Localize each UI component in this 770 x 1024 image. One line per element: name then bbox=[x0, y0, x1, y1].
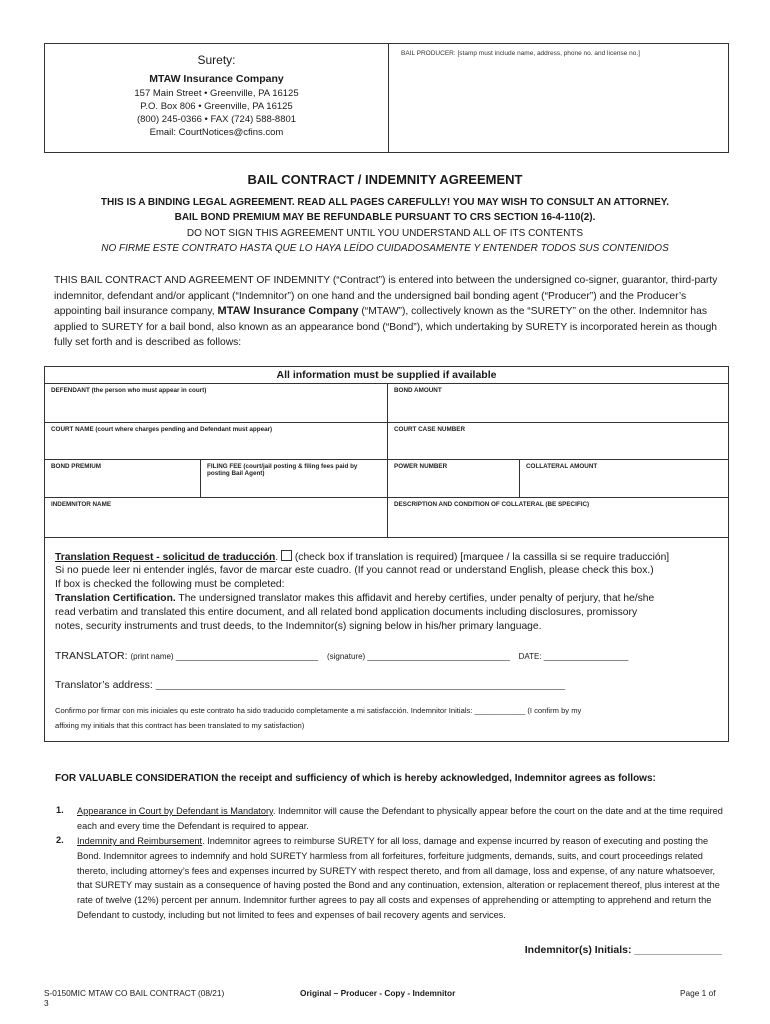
document-title: BAIL CONTRACT / INDEMNITY AGREEMENT bbox=[247, 172, 523, 187]
translation-cert-title: Translation Certification. bbox=[55, 593, 176, 604]
court-case-number-field[interactable] bbox=[388, 423, 728, 460]
surety-label: Surety: bbox=[197, 53, 236, 67]
form-id: S-0150MIC MTAW CO BAIL CONTRACT (08/21) bbox=[44, 988, 225, 998]
clause-title: Appearance in Court by Defendant is Mandatory bbox=[77, 806, 273, 816]
spanish-notice: NO FIRME ESTE CONTRATO HASTA QUE LO HAYA LEÍDO CUIDADOSAMENTE Y ENTENDER TODOS SUS CONTENIDOS bbox=[101, 243, 669, 254]
translation-request-text: (check box if translation is required) [marquee / la cassilla si se require traducción] bbox=[292, 552, 670, 563]
translator-address-line bbox=[55, 678, 565, 693]
clause-title: Indemnity and Reimbursement bbox=[77, 836, 203, 846]
clause-number: 1. bbox=[56, 805, 64, 815]
translator-line bbox=[55, 649, 628, 664]
surety-address-line: P.O. Box 806 • Greenville, PA 16125 bbox=[140, 101, 293, 112]
translator-label: TRANSLATOR: bbox=[55, 650, 128, 662]
defendant-label: DEFENDANT (the person who must appear in court) bbox=[51, 387, 207, 394]
collateral-amount-label: COLLATERAL AMOUNT bbox=[526, 463, 598, 470]
collateral-amount-field[interactable] bbox=[520, 460, 728, 498]
bond-info-table bbox=[44, 366, 729, 538]
surety-info bbox=[45, 44, 389, 152]
translation-cert-text-1: The undersigned translator makes this affidavit and hereby certifies, under penalty of perjury, that he/she bbox=[175, 593, 655, 604]
translation-request-title: Translation Request - solicitud de traducción bbox=[55, 552, 276, 563]
filing-fee-label: FILING FEE (court/jail posting & filing fees paid by posting Bail Agent) bbox=[207, 463, 358, 477]
court-name-field[interactable] bbox=[45, 423, 388, 460]
translator-date-field[interactable]: DATE: ___________________ bbox=[518, 652, 629, 661]
translation-condition-line: If box is checked the following must be completed: bbox=[55, 579, 285, 590]
table-heading: All information must be supplied if available bbox=[45, 367, 728, 384]
form-id-line2: 3 bbox=[44, 998, 49, 1008]
filing-fee-field[interactable] bbox=[201, 460, 388, 498]
power-number-label: POWER NUMBER bbox=[394, 463, 448, 470]
translation-cert-text-2: read verbatim and translated this entire document, and all related bond application documents including disclosures, promissory bbox=[55, 607, 638, 618]
intro-text-1: THIS BAIL CONTRACT AND AGREEMENT OF INDEMNITY (“Contract”) is entered into between the undersigned co-signer, guarantor, third-party indemnitor, defendant and/or applicant (“Indemnitor”) on one hand and the undersigned bail bonding agent (“Producer”) and the Producer’s appointing bail insurance company, bbox=[54, 275, 718, 317]
court-case-number-label: COURT CASE NUMBER bbox=[394, 426, 466, 433]
indemnitor-name-label: INDEMNITOR NAME bbox=[51, 501, 112, 508]
intro-company: MTAW Insurance Company bbox=[217, 305, 359, 317]
do-not-sign-notice: DO NOT SIGN THIS AGREEMENT UNTIL YOU UNDERSTAND ALL OF ITS CONTENTS bbox=[186, 228, 584, 239]
translator-signature-field[interactable]: (signature) ________________________________ bbox=[326, 652, 510, 661]
bail-producer-stamp-area[interactable] bbox=[389, 44, 728, 152]
collateral-description-field[interactable] bbox=[388, 498, 728, 537]
collateral-description-label: DESCRIPTION AND CONDITION OF COLLATERAL (BE SPECIFIC) bbox=[394, 501, 590, 508]
surety-header-box bbox=[44, 43, 729, 153]
translator-address-field[interactable]: ____________________________________________________________________________________________ bbox=[155, 681, 566, 690]
translator-print-name-field[interactable]: (print name) ________________________________ bbox=[130, 652, 319, 661]
bond-premium-field[interactable] bbox=[45, 460, 201, 498]
surety-company: MTAW Insurance Company bbox=[149, 73, 284, 85]
bond-amount-field[interactable] bbox=[388, 384, 728, 423]
defendant-field[interactable] bbox=[45, 384, 388, 423]
footer-copies: Original – Producer - Copy - Indemnitor bbox=[300, 988, 456, 998]
initials-confirmation-en: affixing my initials that this contract has been translated to my satisfaction) bbox=[55, 721, 305, 730]
binding-warning: THIS IS A BINDING LEGAL AGREEMENT. READ ALL PAGES CAREFULLY! YOU MAY WISH TO CONSULT AN ATTORNEY. bbox=[100, 197, 670, 208]
clause-text: . Indemnitor agrees to reimburse SURETY for all loss, damage and expense incurred by reason of executing and posting the Bond. Indemnitor agrees to indemnify and hold SURETY harmless from all forfeitures, forfeiture judgments, demands, suits, and court proceedings related thereto, including attorney’s fees and expenses incurred by SURETY with respect thereto, and from all damage, loss and expense, of any nature whatsoever, that SURETY may sustain as a consequence of having posted the Bond and any continuation, extension, alteration or replacement thereof, plus interest at the rate of twelve (12%) percent per annum. Indemnitor further agrees to pay all costs and expenses of apprehending or attempting to apprehend and return the Defendant to custody, including but not limited to fees and expenses of bail recovery agents and services. bbox=[77, 836, 720, 920]
refund-notice: BAIL BOND PREMIUM MAY BE REFUNDABLE PURSUANT TO CRS SECTION 16-4-110(2). bbox=[174, 212, 596, 223]
translation-cert-text-3: notes, security instruments and trust deeds, to the Indemnitor(s) signing below in his/her primary language. bbox=[55, 621, 542, 632]
translator-address-label: Translator’s address: bbox=[55, 679, 153, 691]
translation-box bbox=[44, 537, 729, 742]
initials-confirmation-es: Confirmo por firmar con mis iniciales qu este contrato ha sido traducido completamente a mi satisfacción. Indemnitor Initials: ____________ (I confirm by my bbox=[55, 706, 582, 715]
translation-checkbox[interactable] bbox=[281, 550, 292, 561]
power-number-field[interactable] bbox=[388, 460, 520, 498]
bond-premium-label: BOND PREMIUM bbox=[51, 463, 102, 470]
surety-address-line: 157 Main Street • Greenville, PA 16125 bbox=[134, 88, 299, 99]
translation-spanish-line: Si no puede leer ni entender inglés, favor de marcar este cuadro. (If you cannot read or understand English, please check this box.) bbox=[55, 565, 654, 576]
clause-number: 2. bbox=[56, 835, 64, 845]
translation-cert-line bbox=[55, 592, 654, 606]
footer-form-id bbox=[44, 988, 224, 1008]
clause-indemnity bbox=[77, 834, 729, 923]
court-name-label: COURT NAME (court where charges pending and Defendant must appear) bbox=[51, 426, 273, 433]
consideration-statement: FOR VALUABLE CONSIDERATION the receipt and sufficiency of which is hereby acknowledged, Indemnitor agrees as follows: bbox=[55, 773, 656, 784]
footer-page-number: Page 1 of bbox=[680, 988, 716, 998]
clause-text: . Indemnitor will cause the Defendant to physically appear before the court on the date and at the time required each and every time the Defendant is required to appear. bbox=[77, 806, 723, 831]
intro-text-2: (“MTAW”), collectively known as the “SURETY” on the other. Indemnitor has applied to SURETY for a bail bond, also known as an appearance bond (“Bond”), which undertaking by SURETY is incorporated herein as though fully set forth and is described as follows: bbox=[54, 306, 718, 348]
clause-appearance bbox=[77, 804, 729, 834]
indemnitor-name-field[interactable] bbox=[45, 498, 388, 537]
surety-email-line: Email: CourtNotices@cfins.com bbox=[149, 127, 284, 138]
bond-amount-label: BOND AMOUNT bbox=[394, 387, 442, 394]
translation-request-line: Translation Request - solicitud de traducción. (check box if translation is required) [marquee / la cassilla si se require traducción] bbox=[55, 552, 670, 563]
intro-paragraph bbox=[54, 273, 728, 351]
indemnitor-initials-field[interactable]: Indemnitor(s) Initials: _______________ bbox=[524, 944, 722, 956]
surety-phone-line: (800) 245-0366 • FAX (724) 588-8801 bbox=[136, 114, 297, 125]
bail-producer-note: BAIL PRODUCER: [stamp must include name, address, phone no. and license no.] bbox=[401, 50, 640, 57]
